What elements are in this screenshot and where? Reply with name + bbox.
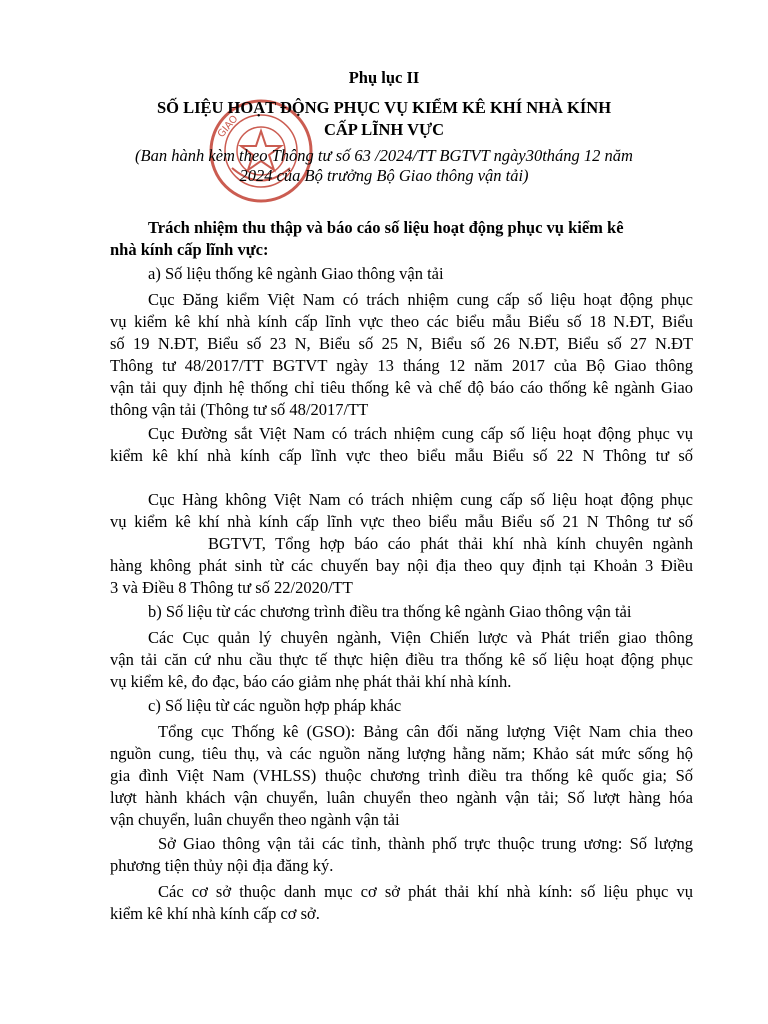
paragraph-line: vận tải căn cứ nhu cầu thực tế thực hiện điều tra thống kê số liệu hoạt động phục	[110, 650, 693, 669]
issued-note-line-1: (Ban hành kèm theo Thông tư số 63 /2024/TT BGTVT ngày30tháng 12 năm	[135, 146, 633, 165]
paragraph-line: BGTVT, Tổng hợp báo cáo phát thải khí nhà kính chuyên ngành	[208, 534, 693, 553]
paragraph-line: Cục Đường sắt Việt Nam có trách nhiệm cung cấp số liệu hoạt động phục vụ	[148, 424, 693, 443]
paragraph-line: số 19 N.ĐT, Biểu số 23 N, Biểu số 25 N, Biểu số 26 N.ĐT, Biểu số 27 N.ĐT	[110, 334, 693, 353]
svg-text:GIAO: GIAO	[215, 113, 241, 140]
subsection-b: b) Số liệu từ các chương trình điều tra thống kê ngành Giao thông vận tải	[148, 602, 632, 621]
document-title-line-1: SỐ LIỆU HOẠT ĐỘNG PHỤC VỤ KIỂM KÊ KHÍ NHÀ KÍNH	[156, 98, 612, 117]
paragraph-line: Tổng cục Thống kê (GSO): Bảng cân đối năng lượng Việt Nam chia theo	[158, 722, 693, 741]
paragraph-line: thông vận tải (Thông tư số 48/2017/TT	[110, 400, 369, 419]
paragraph-line: lượt hành khách vận chuyển, luân chuyển theo ngành vận tải; Số lượt hàng hóa	[110, 788, 693, 807]
paragraph-line: vụ kiểm kê khí nhà kính cấp lĩnh vực theo các biểu mẫu Biểu số 18 N.ĐT, Biểu	[110, 312, 693, 331]
paragraph-line: Sở Giao thông vận tải các tỉnh, thành phố trực thuộc trung ương: Số lượng	[158, 834, 693, 853]
subsection-a: a) Số liệu thống kê ngành Giao thông vận tải	[148, 264, 444, 283]
paragraph-line: Các cơ sở thuộc danh mục cơ sở phát thải khí nhà kính: số liệu phục vụ	[158, 882, 693, 901]
paragraph-line: gia đình Việt Nam (VHLSS) thuộc chương trình điều tra thống kê quốc gia; Số	[110, 766, 693, 785]
paragraph-line: vận chuyển, luân chuyển theo ngành vận tải	[110, 810, 400, 829]
paragraph-line: vụ kiểm kê khí nhà kính cấp lĩnh vực theo biểu mẫu Biểu số 21 N Thông tư số	[110, 512, 693, 531]
appendix-label: Phụ lục II	[348, 68, 420, 87]
paragraph-line: Thông tư 48/2017/TT BGTVT ngày 13 tháng 12 năm 2017 của Bộ Giao thông	[110, 356, 693, 375]
paragraph-line: vận tải quy định hệ thống chỉ tiêu thống kê và chế độ báo cáo thống kê ngành Giao	[110, 378, 693, 397]
paragraph-line: kiểm kê khí nhà kính cấp lĩnh vực theo biểu mẫu Biểu số 22 N Thông tư số	[110, 446, 693, 465]
paragraph-line: vụ kiểm kê, đo đạc, báo cáo giảm nhẹ phát thải khí nhà kính.	[110, 672, 512, 691]
issued-note-line-2: 2024 của Bộ trưởng Bộ Giao thông vận tải)	[239, 166, 529, 185]
subsection-c: c) Số liệu từ các nguồn hợp pháp khác	[148, 696, 402, 715]
paragraph-line: phương tiện thủy nội địa đăng ký.	[110, 856, 334, 875]
section-heading-line-1: Trách nhiệm thu thập và báo cáo số liệu hoạt động phục vụ kiểm kê	[148, 218, 624, 237]
paragraph-line: 3 và Điều 8 Thông tư số 22/2020/TT	[110, 578, 353, 597]
paragraph-line: Các Cục quản lý chuyên ngành, Viện Chiến lược và Phát triển giao thông	[148, 628, 693, 647]
paragraph-line: Cục Hàng không Việt Nam có trách nhiệm cung cấp số liệu hoạt động phục	[148, 490, 693, 509]
paragraph-line: kiểm kê khí nhà kính cấp cơ sở.	[110, 904, 320, 923]
paragraph-line: hàng không phát sinh từ các chuyến bay nội địa theo quy định tại Khoản 3 Điều	[110, 556, 693, 575]
paragraph-line: nguồn cung, tiêu thụ, và các nguồn năng lượng hằng năm; Khảo sát mức sống hộ	[110, 744, 693, 763]
section-heading-line-2: nhà kính cấp lĩnh vực:	[110, 240, 269, 259]
document-title-line-2: CẤP LĨNH VỰC	[323, 120, 445, 139]
paragraph-line: Cục Đăng kiểm Việt Nam có trách nhiệm cung cấp số liệu hoạt động phục	[148, 290, 693, 309]
